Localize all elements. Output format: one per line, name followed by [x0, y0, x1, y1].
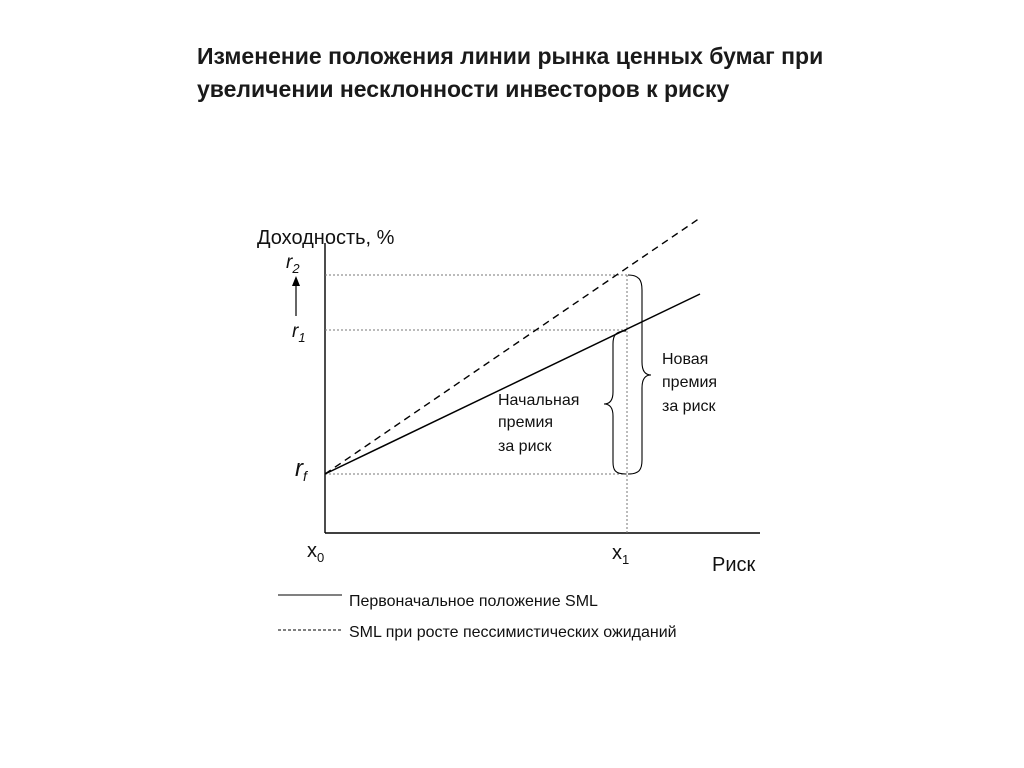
new-premium-label	[662, 351, 717, 415]
title-line-1: Изменение положения линии рынка ценных бумаг при	[197, 43, 824, 69]
label-r1: $r_1$	[292, 321, 306, 345]
svg-text:за риск: за риск	[498, 438, 552, 455]
svg-text:премия: премия	[662, 374, 718, 391]
svg-text:Новая: Новая	[662, 351, 709, 368]
brace-new-premium	[628, 275, 651, 474]
svg-text:за риск: за риск	[662, 398, 716, 415]
brace-initial-premium	[604, 331, 626, 474]
sml-new-line	[325, 218, 700, 474]
legend	[278, 593, 677, 641]
svg-text:Начальная: Начальная	[498, 392, 580, 409]
legend-solid-label: Первоначальное положение SML	[349, 593, 598, 610]
title-line-2: увеличении несклонности инвесторов к риску	[197, 76, 730, 102]
label-x1: $x_1$	[612, 542, 630, 567]
svg-text:премия: премия	[498, 414, 554, 431]
initial-premium-label	[498, 392, 579, 455]
label-rf: $r_f$	[295, 455, 307, 484]
x-axis-label: Риск	[712, 554, 756, 576]
label-r2: $r_2$	[286, 252, 300, 276]
legend-dashed-label: SML при росте пессимистических ожиданий	[349, 624, 677, 641]
label-x0: $x_0$	[307, 540, 325, 565]
up-arrow-icon	[292, 276, 300, 316]
y-axis-label: Доходность, %	[257, 227, 395, 249]
